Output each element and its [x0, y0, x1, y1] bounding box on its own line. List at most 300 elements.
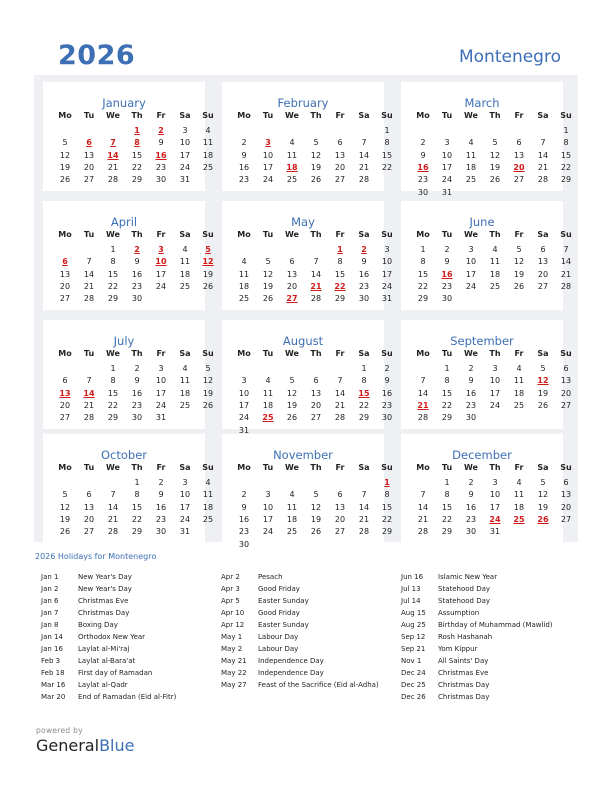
day-cell: 4: [516, 478, 522, 487]
day-cell: 7: [313, 257, 319, 267]
weekday-label: Sa: [537, 111, 549, 120]
day-cell: 12: [59, 502, 71, 512]
holiday-day: 12: [202, 257, 214, 267]
weekday-label: Su: [202, 230, 214, 239]
day-cell: 10: [489, 376, 501, 386]
day-cell: 3: [241, 376, 247, 386]
weekday-label: Su: [381, 111, 393, 120]
holiday-name: Christmas Day: [438, 681, 490, 689]
day-cell: 26: [537, 400, 549, 410]
holiday-name: Laylat al-Bara'at: [78, 657, 136, 665]
day-cell: 14: [107, 502, 119, 512]
month-january: [43, 82, 214, 191]
day-cell: 8: [384, 490, 390, 500]
day-cell: 23: [465, 400, 477, 410]
day-cell: 14: [334, 388, 346, 398]
weekday-label: We: [106, 349, 120, 358]
day-cell: 22: [560, 162, 572, 172]
day-cell: 6: [540, 245, 546, 254]
day-cell: 5: [289, 376, 295, 386]
day-cell: 18: [179, 269, 191, 279]
weekday-label: Su: [202, 463, 214, 472]
day-cell: 20: [286, 281, 298, 291]
day-cell: 27: [560, 514, 572, 524]
holiday-name: All Saints' Day: [438, 657, 489, 665]
day-cell: 20: [59, 281, 71, 291]
month-name: December: [452, 448, 512, 462]
weekday-label: Th: [489, 463, 501, 472]
day-cell: 19: [489, 162, 501, 172]
day-cell: 23: [417, 175, 429, 185]
holiday-day: 24: [489, 514, 501, 524]
month-june: [401, 201, 572, 310]
holiday-day: 21: [417, 400, 429, 410]
weekday-label: Sa: [179, 230, 191, 239]
weekday-label: Th: [489, 111, 501, 120]
day-cell: 22: [441, 514, 453, 524]
day-cell: 16: [465, 388, 477, 398]
month-name: September: [450, 334, 514, 348]
day-cell: 24: [381, 281, 393, 291]
holiday-name: Yom Kippur: [438, 645, 478, 653]
day-cell: 19: [202, 388, 214, 398]
holiday-day: 26: [537, 514, 549, 524]
holiday-name: Easter Sunday: [258, 597, 309, 605]
day-cell: 28: [560, 281, 572, 291]
day-cell: 5: [540, 478, 546, 487]
day-cell: 6: [337, 490, 343, 500]
day-cell: 11: [513, 490, 525, 500]
day-cell: 13: [537, 257, 549, 267]
day-cell: 19: [537, 502, 549, 512]
holiday-name: End of Ramadan (Eid al-Fitr): [78, 693, 177, 701]
day-cell: 31: [441, 187, 453, 197]
holiday-day: 15: [358, 388, 370, 398]
weekday-label: We: [464, 111, 478, 120]
day-cell: 7: [86, 376, 92, 386]
holiday-date: Apr 10: [221, 609, 245, 617]
day-cell: 10: [155, 376, 167, 386]
weekday-label: Fr: [335, 349, 345, 358]
holiday-day: 7: [110, 138, 116, 148]
holiday-day: 16: [417, 162, 429, 172]
day-cell: 23: [441, 281, 453, 291]
day-cell: 3: [492, 478, 498, 487]
holiday-day: 1: [384, 478, 390, 487]
day-cell: 24: [489, 400, 501, 410]
weekday-label: We: [106, 230, 120, 239]
day-cell: 2: [241, 490, 247, 500]
weekday-label: Th: [131, 463, 143, 472]
day-cell: 13: [513, 150, 525, 160]
day-cell: 4: [492, 245, 498, 254]
day-cell: 21: [537, 162, 549, 172]
holiday-name: Good Friday: [258, 585, 300, 593]
day-cell: 17: [179, 150, 191, 160]
day-cell: 12: [537, 490, 549, 500]
day-cell: 12: [310, 150, 322, 160]
weekday-label: Th: [489, 230, 501, 239]
day-cell: 24: [155, 281, 167, 291]
day-cell: 17: [155, 388, 167, 398]
day-cell: 27: [537, 281, 549, 291]
day-cell: 2: [420, 138, 426, 148]
day-cell: 6: [337, 138, 343, 148]
day-cell: 8: [384, 138, 390, 148]
day-cell: 26: [202, 281, 214, 291]
day-cell: 28: [83, 413, 95, 423]
day-cell: 27: [560, 400, 572, 410]
holiday-day: 16: [155, 150, 167, 160]
day-cell: 6: [313, 376, 319, 386]
day-cell: 18: [202, 150, 214, 160]
weekday-label: Mo: [416, 230, 430, 239]
day-cell: 4: [182, 245, 188, 254]
day-cell: 11: [179, 257, 191, 267]
month-may: [222, 201, 393, 310]
month-name: March: [464, 96, 500, 110]
weekday-label: Mo: [237, 349, 251, 358]
holiday-date: Jan 16: [41, 645, 63, 653]
day-cell: 8: [110, 376, 116, 386]
holiday-date: Dec 24: [401, 669, 426, 677]
day-cell: 13: [560, 376, 572, 386]
day-cell: 20: [334, 514, 346, 524]
day-cell: 28: [358, 175, 370, 185]
weekday-label: Mo: [237, 230, 251, 239]
holiday-name: Laylat al-Mi'raj: [78, 645, 130, 653]
day-cell: 1: [444, 478, 450, 487]
day-cell: 8: [420, 257, 426, 267]
day-cell: 4: [468, 138, 474, 148]
logo-general: General: [36, 736, 100, 755]
day-cell: 4: [289, 490, 295, 500]
day-cell: 20: [59, 400, 71, 410]
day-cell: 18: [238, 281, 250, 291]
weekday-label: Mo: [58, 230, 72, 239]
day-cell: 5: [62, 490, 68, 500]
month-name: February: [277, 96, 329, 110]
month-march: [401, 82, 572, 197]
day-cell: 16: [131, 269, 143, 279]
weekday-label: Su: [560, 230, 572, 239]
day-cell: 13: [310, 388, 322, 398]
day-cell: 12: [513, 257, 525, 267]
day-cell: 19: [202, 269, 214, 279]
holiday-day: 1: [134, 126, 140, 135]
holiday-name: Orthodox New Year: [78, 633, 146, 641]
weekday-label: Sa: [358, 230, 370, 239]
day-cell: 30: [155, 175, 167, 185]
day-cell: 3: [468, 245, 474, 254]
day-cell: 4: [182, 364, 188, 373]
day-cell: 21: [107, 162, 119, 172]
holiday-name: Good Friday: [258, 609, 300, 617]
day-cell: 15: [131, 502, 143, 512]
day-cell: 3: [492, 364, 498, 373]
holiday-day: 20: [513, 162, 525, 172]
weekday-label: Th: [310, 349, 322, 358]
month-name: November: [273, 448, 333, 462]
weekday-label: Tu: [83, 349, 95, 358]
day-cell: 31: [238, 425, 250, 435]
day-cell: 2: [444, 245, 450, 254]
day-cell: 3: [158, 364, 164, 373]
month-name: October: [100, 448, 148, 462]
day-cell: 16: [358, 269, 370, 279]
day-cell: 7: [540, 138, 546, 148]
day-cell: 18: [202, 502, 214, 512]
holiday-name: Birthday of Muhammad (Mawlid): [438, 621, 553, 629]
day-cell: 5: [62, 138, 68, 148]
month-october: [43, 434, 214, 543]
weekday-label: Mo: [416, 349, 430, 358]
day-cell: 5: [313, 490, 319, 500]
holiday-date: Apr 5: [221, 597, 240, 605]
day-cell: 4: [516, 364, 522, 373]
day-cell: 29: [417, 294, 429, 304]
day-cell: 3: [265, 490, 271, 500]
day-cell: 4: [289, 138, 295, 148]
day-cell: 13: [286, 269, 298, 279]
day-cell: 23: [131, 400, 143, 410]
day-cell: 14: [310, 269, 322, 279]
day-cell: 22: [358, 400, 370, 410]
day-cell: 15: [334, 269, 346, 279]
holiday-day: 13: [59, 388, 71, 398]
day-cell: 19: [262, 281, 274, 291]
day-cell: 27: [310, 413, 322, 423]
weekday-label: Sa: [179, 463, 191, 472]
weekday-label: Tu: [262, 230, 274, 239]
day-cell: 29: [107, 294, 119, 304]
weekday-label: Sa: [179, 111, 191, 120]
day-cell: 14: [358, 150, 370, 160]
day-cell: 29: [131, 527, 143, 537]
month-name: June: [469, 215, 495, 229]
day-cell: 21: [83, 400, 95, 410]
day-cell: 10: [179, 138, 191, 148]
weekday-label: We: [285, 463, 299, 472]
weekday-label: Fr: [156, 349, 166, 358]
day-cell: 28: [310, 294, 322, 304]
day-cell: 9: [468, 376, 474, 386]
day-cell: 19: [59, 514, 71, 524]
holiday-day: 6: [62, 257, 68, 267]
weekday-label: Mo: [416, 111, 430, 120]
weekday-label: Mo: [58, 349, 72, 358]
weekday-label: Sa: [358, 349, 370, 358]
holiday-date: Sep 12: [401, 633, 426, 641]
day-cell: 15: [417, 269, 429, 279]
day-cell: 22: [417, 281, 429, 291]
day-cell: 21: [83, 281, 95, 291]
day-cell: 30: [238, 539, 250, 549]
holiday-day: 18: [286, 162, 298, 172]
day-cell: 1: [110, 245, 116, 254]
day-cell: 6: [62, 376, 68, 386]
day-cell: 3: [182, 478, 188, 487]
holiday-date: Jul 13: [401, 585, 421, 593]
day-cell: 12: [202, 376, 214, 386]
holiday-name: New Year's Day: [78, 573, 132, 581]
weekday-label: Su: [560, 349, 572, 358]
day-cell: 9: [241, 150, 247, 160]
day-cell: 5: [265, 257, 271, 267]
day-cell: 13: [83, 150, 95, 160]
weekday-label: Tu: [262, 349, 274, 358]
weekday-label: Fr: [335, 111, 345, 120]
day-cell: 24: [262, 175, 274, 185]
holiday-name: Christmas Eve: [78, 597, 129, 605]
holiday-day: 2: [134, 245, 140, 254]
day-cell: 11: [513, 376, 525, 386]
day-cell: 30: [441, 294, 453, 304]
day-cell: 12: [59, 150, 71, 160]
weekday-label: Mo: [416, 463, 430, 472]
day-cell: 5: [205, 364, 211, 373]
day-cell: 13: [560, 490, 572, 500]
holiday-date: Feb 3: [41, 657, 61, 665]
holiday-date: Apr 3: [221, 585, 240, 593]
day-cell: 19: [286, 400, 298, 410]
day-cell: 17: [489, 502, 501, 512]
weekday-label: Th: [310, 111, 322, 120]
weekday-label: Th: [131, 230, 143, 239]
day-cell: 12: [262, 269, 274, 279]
holiday-date: Nov 1: [401, 657, 422, 665]
day-cell: 4: [205, 478, 211, 487]
holiday-date: Apr 2: [221, 573, 240, 581]
day-cell: 18: [465, 162, 477, 172]
day-cell: 28: [107, 175, 119, 185]
day-cell: 26: [310, 175, 322, 185]
holiday-day: 12: [537, 376, 549, 386]
holiday-name: Boxing Day: [78, 621, 118, 629]
month-september: [401, 320, 572, 429]
day-cell: 15: [107, 269, 119, 279]
day-cell: 2: [241, 138, 247, 148]
day-cell: 22: [131, 514, 143, 524]
holiday-day: 3: [158, 245, 164, 254]
day-cell: 16: [465, 502, 477, 512]
day-cell: 2: [134, 364, 140, 373]
weekday-label: We: [464, 349, 478, 358]
day-cell: 28: [83, 294, 95, 304]
day-cell: 7: [337, 376, 343, 386]
month-name: April: [110, 215, 138, 229]
day-cell: 14: [83, 269, 95, 279]
day-cell: 21: [417, 514, 429, 524]
month-february: [222, 82, 393, 191]
day-cell: 11: [465, 150, 477, 160]
day-cell: 9: [420, 150, 426, 160]
powered-by-text: powered by: [36, 726, 83, 735]
weekday-label: We: [106, 111, 120, 120]
day-cell: 19: [537, 388, 549, 398]
day-cell: 13: [83, 502, 95, 512]
day-cell: 17: [441, 162, 453, 172]
generalblue-logo: [36, 736, 134, 755]
day-cell: 12: [310, 502, 322, 512]
day-cell: 25: [286, 175, 298, 185]
weekday-label: Fr: [514, 111, 524, 120]
weekday-label: Th: [131, 349, 143, 358]
day-cell: 9: [134, 257, 140, 267]
holiday-name: New Year's Day: [78, 585, 132, 593]
weekday-label: Sa: [179, 349, 191, 358]
holiday-name: Easter Sunday: [258, 621, 309, 629]
day-cell: 29: [358, 413, 370, 423]
day-cell: 17: [465, 269, 477, 279]
day-cell: 9: [241, 502, 247, 512]
day-cell: 10: [262, 150, 274, 160]
day-cell: 16: [381, 388, 393, 398]
day-cell: 17: [489, 388, 501, 398]
weekday-label: Su: [560, 111, 572, 120]
day-cell: 30: [131, 413, 143, 423]
weekday-label: Th: [310, 463, 322, 472]
day-cell: 11: [202, 138, 214, 148]
holiday-day: 3: [265, 138, 271, 148]
day-cell: 2: [468, 478, 474, 487]
day-cell: 19: [310, 514, 322, 524]
day-cell: 2: [384, 364, 390, 373]
day-cell: 1: [444, 364, 450, 373]
day-cell: 14: [358, 502, 370, 512]
day-cell: 21: [358, 514, 370, 524]
day-cell: 18: [286, 514, 298, 524]
day-cell: 23: [155, 514, 167, 524]
weekday-label: Th: [310, 230, 322, 239]
month-name: January: [102, 96, 146, 110]
day-cell: 21: [334, 400, 346, 410]
day-cell: 28: [417, 413, 429, 423]
holiday-day: 1: [337, 245, 343, 254]
day-cell: 28: [334, 413, 346, 423]
day-cell: 19: [513, 269, 525, 279]
day-cell: 17: [179, 502, 191, 512]
day-cell: 27: [334, 175, 346, 185]
weekday-label: Tu: [441, 463, 453, 472]
day-cell: 9: [134, 376, 140, 386]
day-cell: 22: [381, 162, 393, 172]
day-cell: 18: [513, 502, 525, 512]
weekday-label: We: [285, 111, 299, 120]
day-cell: 3: [444, 138, 450, 148]
holiday-name: Statehood Day: [438, 585, 491, 593]
weekday-label: Mo: [237, 111, 251, 120]
day-cell: 22: [441, 400, 453, 410]
holiday-date: May 21: [221, 657, 247, 665]
weekday-label: Tu: [262, 463, 274, 472]
day-cell: 24: [441, 175, 453, 185]
day-cell: 22: [107, 400, 119, 410]
day-cell: 29: [334, 294, 346, 304]
weekday-label: We: [464, 230, 478, 239]
day-cell: 3: [182, 126, 188, 135]
day-cell: 11: [489, 257, 501, 267]
holiday-date: May 22: [221, 669, 247, 677]
day-cell: 16: [131, 388, 143, 398]
day-cell: 27: [59, 413, 71, 423]
weekday-label: We: [285, 230, 299, 239]
weekday-label: Su: [381, 463, 393, 472]
day-cell: 5: [313, 138, 319, 148]
day-cell: 9: [158, 138, 164, 148]
weekday-label: Tu: [441, 349, 453, 358]
calendar-year: 2026: [58, 40, 136, 71]
